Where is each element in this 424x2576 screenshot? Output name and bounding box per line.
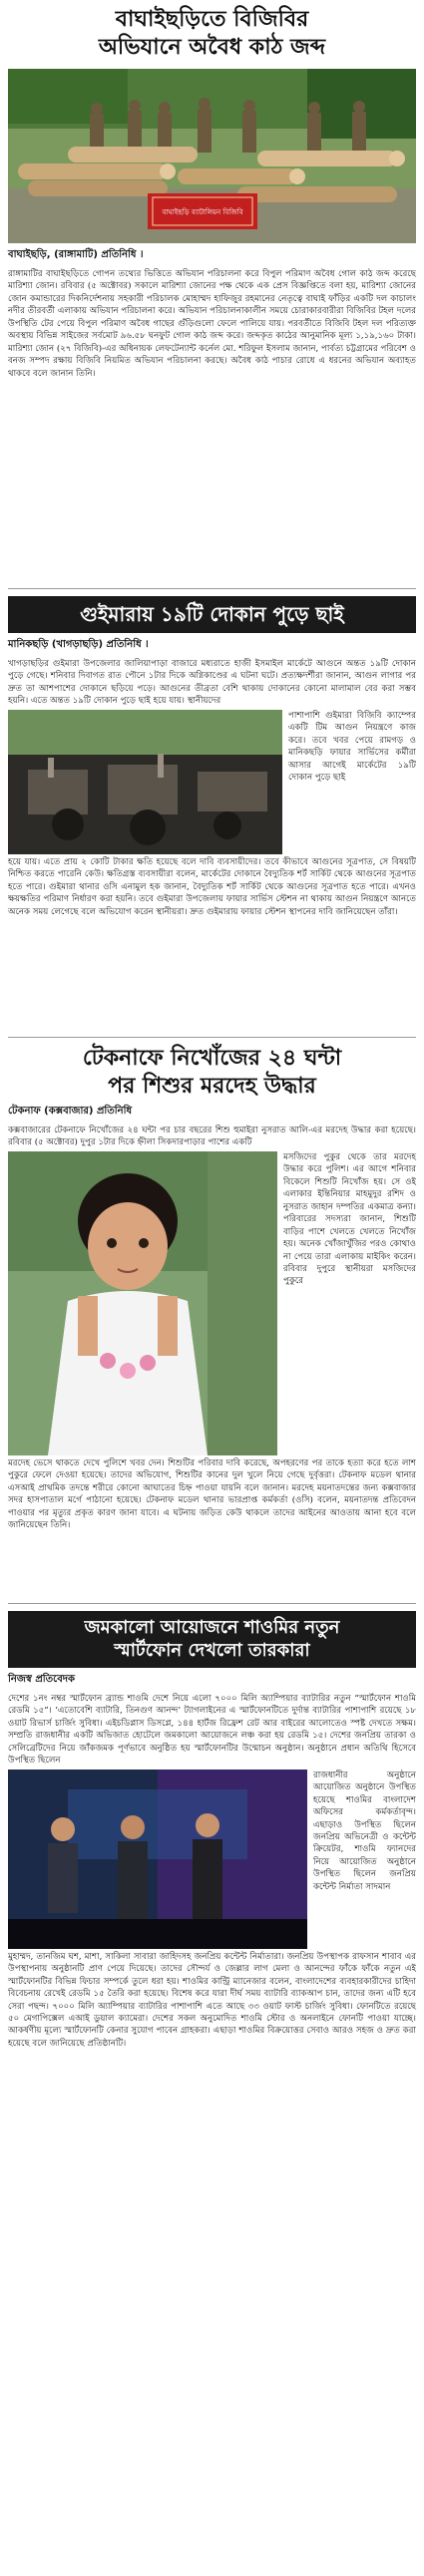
photo-sign-text: বাঘাইছড়ি ব্যাটালিয়ন বিজিবি	[162, 208, 243, 216]
headline-line-1: জমকালো আয়োজনে শাওমির নতুন	[84, 1617, 340, 1638]
article-body-lead: কক্সবাজারের টেকনাফে নিখোঁজের ২৪ ঘন্টা পর চার বছরের শিশু হুমাইরা নুসরাত আলি-এর মরদেহ উদ্ধার করা হয়েছে। রবিবার (৫ অক্টোবর) দুপুর ১টার দিকে হ্নীলা সিকদারপাড়ার পাশের একটি	[8, 1126, 416, 1148]
article-teknaf-child	[8, 1045, 416, 1532]
article-body-side: মসজিদের পুকুর থেকে তার মরদেহ উদ্ধার করে পুলিশ। এর আগে শনিবার বিকেলে শিশুটি নিখোঁজ হয়। সে ওই এলাকার ইন্তিনিয়ার মাহমুদুর রশিদ ও নুসরাত জাহান দম্পতির একমাত্র কন্যা। পরিবারের সদস্যরা জানান, শিশুটি বাড়ির পাশে খেলতে খেলতে নিখোঁজ হয়। অনেক খোঁজাখুঁজির পরও কোথাও না পেয়ে তারা এলাকায় মাইকিং করেন। রবিবার দুপুরে স্থানীয়রা মসজিদের পুকুরে	[283, 1151, 416, 1287]
article-body-tail: মরদেহ ভেসে থাকতে দেখে পুলিশে খবর দেন। শিশুটির পরিবার দাবি করেছে, অপহরণের পর তাকে হত্যা করে হতে লাশ পুকুরে ফেলে দেওয়া হয়েছে। তাদের অভিযোগ, শিশুটির কানের দুল খুলে নিয়ে গেছে দুর্বৃত্তরা। টেকনাফ মডেল থানার এসআই প্রাথমিক তদন্তে শরীরে কোনো আঘাতের চিহ্ন পাওয়া যায়নি বলে জানান। মরদেহ ময়নাতদন্তের জন্য কক্সবাজার সদর হাসপাতাল মর্গে পাঠানো হয়েছে। টেকনাফ মডেল থানার ভারপ্রাপ্ত কর্মকর্তা (ওসি) বলেন, ময়নাতদন্ত প্রতিবেদন পাওয়ার পর মৃত্যুর প্রকৃত কারণ জানা যাবে। এ ঘটনায় জড়িত কেউ থাকলে তাদের আইনের আওতায় আনা হবে বলে জানিয়েছেন তিনি।	[8, 1457, 416, 1531]
article-body-tail: মুহাম্মদ, তানজিম ঘশ, মাশা, সাকিলা সাবারা জাহিদসহ জনপ্রিয় কন্টেন্ট নির্মাতারা। জনপ্রিয় উপস্থাপক রাফসান শাবাব এর উপস্থাপনায় অনুষ্ঠানটি প্রাণ পেয়ে দিয়েছে। তাদের সৌন্দর্য ও জেল্লার লাগ মেলা ও আনন্দের ফাঁকে ফাঁকে নতুন এই স্মার্টফোনটির বিভিন্ন ফিচার সম্পর্কে তুলে ধরা হয়। শাওমির কান্ট্রি ম্যানেজার বলেন, বাংলাদেশের ব্যবহারকারীদের চাহিদা বিবেচনায় রেখেই রেডমি ১৫ তৈরি করা হয়েছে। বিশেষ করে যারা দীর্ঘ সময় ব্যাটারি ব্যাকআপ চান, তাদের জন্য এটি হবে সেরা পছন্দ। ৭০০০ মিলি অ্যাম্পিয়ার ব্যাটারির পাশাপাশি এতে আছে ৩৩ ওয়াট ফাস্ট চার্জিং সুবিধা। ফোনটিতে রয়েছে ৫০ মেগাপিক্সেল এআই ডুয়াল ক্যামেরা। দেশের সকল অনুমোদিত শাওমি স্টোর ও অনলাইনে ফোনটি পাওয়া যাচ্ছে। আকর্ষণীয় মূল্যে স্মার্টফোনটি কেনার সুযোগ পাবেন গ্রাহকরা। এছাড়া শাওমির বিক্রয়োত্তর সেবাও আরও সহজ ও দ্রুত করা হয়েছে বলে জানিয়েছে প্রতিষ্ঠানটি।	[8, 1951, 416, 2049]
headline-line-2: স্মার্টফোন দেখলো তারকারা	[114, 1639, 310, 1661]
article-body-side: পাশাপাশি গুইমারা বিজিবি ক্যাম্পের একটি টিম আগুন নিয়ন্ত্রণে কাজ করে। তবে খবর পেয়ে রামগড় ও মানিকছড়ি ফায়ার সার্ভিসের কর্মীরা আসার আগেই মার্কেটের ১৯টি দোকান পুড়ে ছাই	[288, 710, 416, 784]
headline: গুইমারায় ১৯টি দোকান পুড়ে ছাই	[8, 596, 416, 633]
dateline: মানিকছড়ি (খাগড়াছড়ি) প্রতিনিধি ।	[8, 639, 149, 650]
photo-timber-seizure	[8, 69, 416, 243]
headline-block	[8, 1611, 416, 1668]
headline-line-2: অভিযানে অবৈধ কাঠ জব্দ	[98, 34, 326, 60]
divider	[8, 1037, 416, 1038]
article-body-lead: খাগড়াছড়ির গুইমারা উপজেলার জালিয়াপাড়া বাজারে মধ্যরাতে হাজী ইসমাইল মার্কেটে আগুনে অন্তত ১৯টি দোকান পুড়ে গেছে। শনিবার দিবাগত রাত পৌনে ১টার দিকে অগ্নিকাণ্ডের এ ঘটনা ঘটে। প্রত্যক্ষদর্শীরা জানান, আগুন লাগার পর দ্রুত তা আশপাশের দোকানে ছড়িয়ে পড়ে। আগুনের তীব্রতা বেশি থাকায় দোকানের কোনো মালামাল বের করা সম্ভব হয়নি। এতে অন্তত ১৯টি দোকান পুড়ে ছাই হয়ে যায়। স্থানীয়দের	[8, 659, 416, 707]
photo-burnt-market	[8, 710, 282, 854]
article-body: রাঙ্গামাটির বাঘাইছড়িতে গোপন তথ্যের ভিত্তিতে অভিযান পরিচালনা করে বিপুল পরিমাণ অবৈধ গোল কাঠ জব্দ করেছে মারিশ্যা জোন। রবিবার (৫ অক্টোবর) সকালে মারিশ্যা জোনের পক্ষ থেকে এক প্রেস বিজ্ঞপ্তিতে বলা হয়, মারিশ্যা জোনের জোন কমান্ডারের দিকনির্দেশনায় সহকারী পরিচালক মোহাম্মদ হাফিজুর রহমানের নেতৃত্বে বাঘাই ফাঁড়ির একটি দল কাচালং নদীর তীরবর্তী এলাকায় অভিযান পরিচালনা করে। অভিযান পরিচালনাকালীন সময়ে চোরাকারবারীরা বিজিবির টহল দলের উপস্থিতি টের পেয়ে বিপুল পরিমাণ অবৈধ গাছের গুঁড়িগুলো ফেলে পালিয়ে যায়। পরবর্তীতে বিজিবি টহল দল পরিত্যক্ত অবস্থায় বিভিন্ন সাইজের সর্বমোট ৯৬.৫৮ ঘনফুট গোল কাঠ জব্দ করে। জব্দকৃত কাঠের আনুমানিক মূল্য ১,১৯,১৬০ টাকা। মারিশ্যা জোন (২৭ বিজিবি)-এর অধিনায়ক লেফটেন্যান্ট কর্নেল মো. শরিফুল ইসলাম জানান, পার্বত্য চট্টগ্রামের পরিবেশ ও বনজ সম্পদ রক্ষায় বিজিবি নিয়মিত অভিযান পরিচালনা করছে। অবৈধ কাঠ পাচার রোধে এ ধরনের অভিযান অব্যাহত থাকবে বলে জানান তিনি।	[8, 269, 416, 379]
article-body-tail: হয়ে যায়। এতে প্রায় ২ কোটি টাকার ক্ষতি হয়েছে বলে দাবি ব্যবসায়ীদের। তবে কীভাবে আগুনের সূত্রপাত, সে বিষয়টি নিশ্চিত করতে পারেনি কেউ। ক্ষতিগ্রস্ত ব্যবসায়ীরা বলেন, মার্কেটের দোকানে বৈদ্যুতিক শর্ট সার্কিট থেকে আগুনের সূত্রপাত হতে পারে। গুইমারা থানার ওসি এনামুল হক জানান, বৈদ্যুতিক শর্ট সার্কিট থেকে আগুনের সূত্রপাত হতে পারে। এখনও ক্ষয়ক্ষতির পরিমাণ নির্ধারণ করা হয়নি। তবে গুইমারা উপজেলায় ফায়ার সার্ভিস স্টেশন না থাকায় আগুন নিয়ন্ত্রণে আনতে অনেক সময় লেগেছে বলে অভিযোগ করেন স্থানীয়রা। দ্রুত গুইমারায় ফায়ার স্টেশন স্থাপনের দাবি জানিয়েছেন তাঁরা।	[8, 856, 416, 917]
photo-launch-event	[8, 1770, 307, 1949]
headline-line-1: বাঘাইছড়িতে বিজিবির	[115, 7, 309, 32]
article-body-lead: দেশের ১নং নম্বর স্মার্টফোন ব্র্যান্ড শাওমি দেশে নিয়ে এলো ৭০০০ মিলি অ্যাম্পিয়ার ব্যাটারির নতুন “স্মার্টফোন শাওমি রেডমি ১৫”। ‘এতোবেশি ব্যাটারি, তিনগুণ আনন্দ’ ট্যাগলাইনের এ স্মার্টফোনটিতে দুর্দান্ত ব্যাটারির পাশাপাশি রয়েছে ১৮ ওয়াট রিভার্স চার্জিং সুবিধা। এইচডিপ্লাস ডিসপ্লে, ১৪৪ হার্টজ রিফ্রেশ রেট আর বাইরের আলোতেও স্পষ্ট দেখতে সক্ষম। সম্প্রতি রাজধানীর একটি অভিজাত হোটেলে জমকালো আয়োজনে লঞ্চ করা হয় রেডমি ১৫। দেশের জনপ্রিয় তারকা ও সেলিব্রেটিদের নিয়ে জাঁকজমক পূর্ণভাবে অনুষ্ঠিত হয় স্মার্টফোনটির উন্মোচন অনুষ্ঠান। অনুষ্ঠানে প্রধান অতিথি হিসেবে উপস্থিত ছিলেন	[8, 1694, 416, 1767]
article-xiaomi-launch	[8, 1611, 416, 2050]
article-bghaichari	[8, 6, 416, 380]
article-guimara-fire	[8, 596, 416, 918]
headline-line-1: টেকনাফে নিখোঁজের ২৪ ঘন্টা	[82, 1046, 342, 1071]
divider	[8, 588, 416, 589]
dateline: বাঘাইছড়ি, (রাঙ্গামাটি) প্রতিনিধি ।	[8, 249, 144, 260]
article-body-side: রাজধানীর অনুষ্ঠানে আয়োজিত অনুষ্ঠানে উপস্থিত হয়েছে শাওমির বাংলাদেশ অফিসের কর্মকর্তাবৃন্দ। এছাড়াও উপস্থিত ছিলেন জনপ্রিয় অভিনেত্রী ও কন্টেন্ট ক্রিয়েটর, শাওমি ফ্যানদের নিয়ে আয়োজিত অনুষ্ঠানে উপস্থিত ছিলেন জনপ্রিয় কন্টেন্ট নির্মাতা সাদমান	[313, 1770, 416, 1892]
photo-child	[8, 1151, 277, 1455]
divider	[8, 1603, 416, 1604]
dateline: নিজস্ব প্রতিবেদক	[8, 1674, 76, 1685]
headline-line-2: পর শিশুর মরদেহ উদ্ধার	[108, 1073, 316, 1099]
dateline: টেকনাফ (কক্সবাজার) প্রতিনিধি	[8, 1106, 133, 1117]
